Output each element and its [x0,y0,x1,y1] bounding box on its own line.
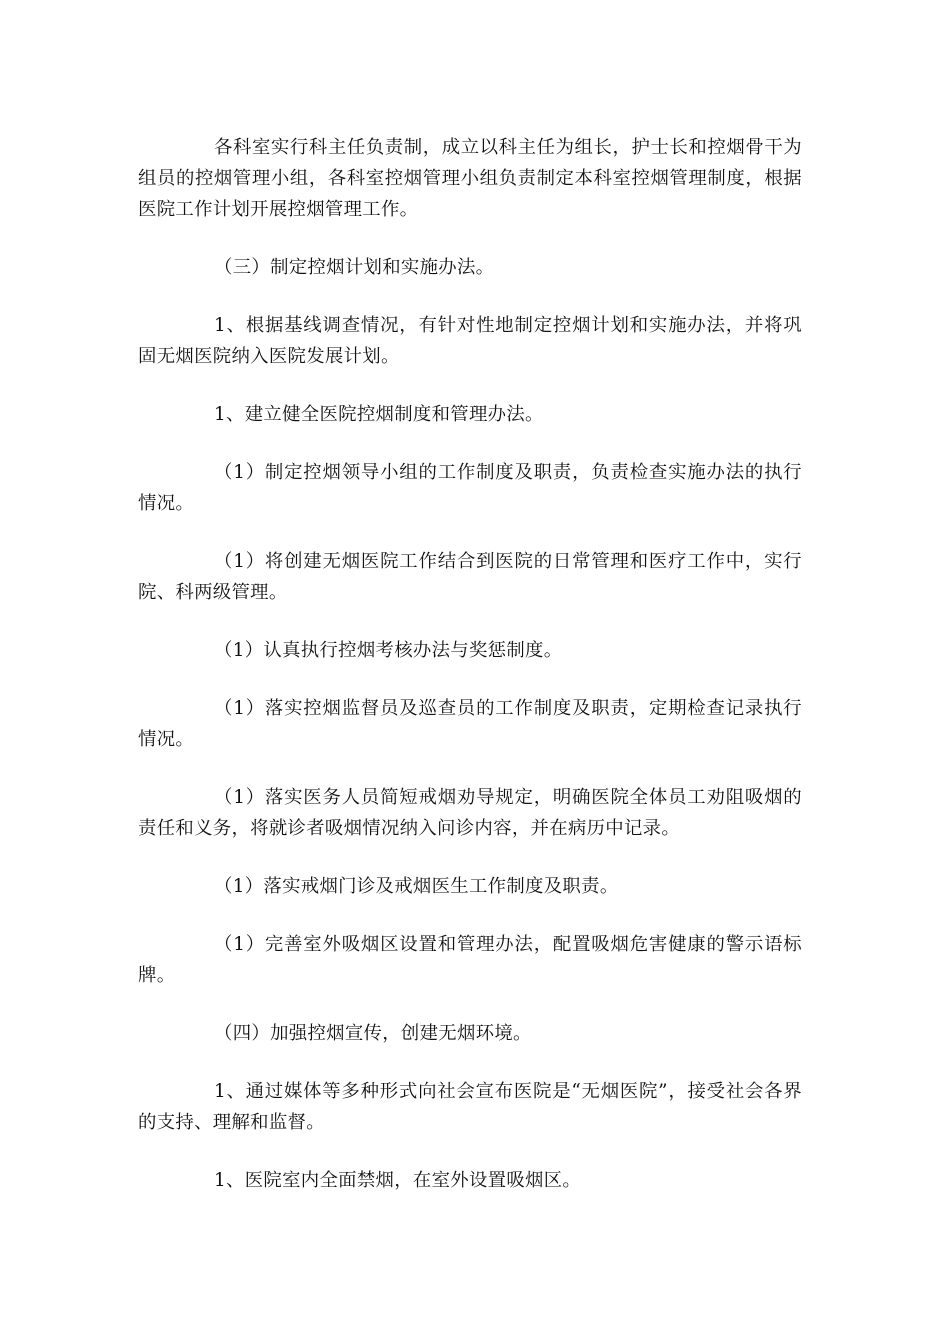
list-item-two-level-management: （1）将创建无烟医院工作结合到医院的日常管理和医疗工作中，实行院、科两级管理。 [138,551,802,603]
list-item-supervisors: （1）落实控烟监督员及巡查员的工作制度及职责，定期检查记录执行情况。 [138,698,802,750]
paragraph-media-announcement: 1、通过媒体等多种形式向社会宣布医院是“无烟医院”，接受社会各界的支持、理解和监督。 [138,1081,802,1133]
list-item-cessation-clinic: （1）落实戒烟门诊及戒烟医生工作制度及职责。 [214,876,619,897]
paragraph-indoor-ban: 1、医院室内全面禁烟，在室外设置吸烟区。 [214,1170,582,1191]
list-item-leadership-duties: （1）制定控烟领导小组的工作制度及职责，负责检查实施办法的执行情况。 [138,462,802,514]
list-item-assessment: （1）认真执行控烟考核办法与奖惩制度。 [214,640,563,661]
heading-section-four: （四）加强控烟宣传，创建无烟环境。 [214,1023,532,1044]
list-item-brief-advice: （1）落实医务人员简短戒烟劝导规定，明确医院全体员工劝阻吸烟的责任和义务，将就诊者吸烟情况纳入问诊内容，并在病历中记录。 [138,787,802,839]
document-body [138,132,802,1196]
paragraph-establish-system: 1、建立健全医院控烟制度和管理办法。 [214,404,544,425]
paragraph-baseline-plan: 1、根据基线调查情况，有针对性地制定控烟计划和实施办法，并将巩固无烟医院纳入医院发展计划。 [138,315,802,367]
list-item-outdoor-area: （1）完善室外吸烟区设置和管理办法，配置吸烟危害健康的警示语标牌。 [138,934,802,986]
paragraph-dept-responsibility: 各科室实行科主任负责制，成立以科主任为组长，护士长和控烟骨干为组员的控烟管理小组，各科室控烟管理小组负责制定本科室控烟管理制度，根据医院工作计划开展控烟管理工作。 [138,137,802,220]
heading-section-three: （三）制定控烟计划和实施办法。 [214,257,495,278]
